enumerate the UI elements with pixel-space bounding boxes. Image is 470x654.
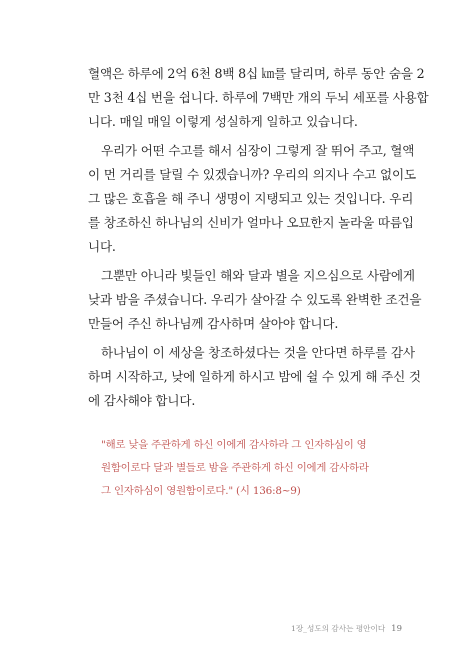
text-line: 혈액은 하루에 2억 6천 8백 8십 ㎞를 달리며, 하루 동안 숨을 2 <box>88 66 425 81</box>
text-line: 그뿐만 아니라 빛들인 해와 달과 별을 지으심으로 사람에게 <box>101 268 415 283</box>
text-line: 우리가 어떤 수고를 해서 심장이 그렇게 잘 뛰어 주고, 혈액 <box>101 143 415 158</box>
text-line: 를 창조하신 하나님의 신비가 얼마나 오묘한지 놀라울 따름입 <box>88 215 414 230</box>
quote-line: "해로 낮을 주관하게 하신 이에게 감사하라 그 인자하심이 영 <box>101 439 367 451</box>
text-line: 이 먼 거리를 달릴 수 있겠습니까? 우리의 의지나 수고 없이도 <box>88 167 416 182</box>
text-line: 그 많은 호흡을 해 주니 생명이 지탱되고 있는 것입니다. 우리 <box>88 191 414 206</box>
text-line: 니다. 매일 매일 이렇게 성실하게 일하고 있습니다. <box>88 114 358 129</box>
page-number: 19 <box>391 624 402 634</box>
paragraph <box>88 264 422 336</box>
scripture-quote <box>101 434 391 503</box>
text-line: 니다. <box>88 239 116 254</box>
text-line: 낮과 밤을 주셨습니다. 우리가 살아갈 수 있도록 완벽한 조건을 <box>88 292 422 307</box>
text-line: 하나님이 이 세상을 창조하셨다는 것을 안다면 하루를 감사 <box>101 345 415 360</box>
body-text <box>88 62 429 418</box>
text-line: 에 감사해야 합니다. <box>88 393 196 408</box>
paragraph <box>88 341 421 413</box>
page-footer <box>291 623 402 634</box>
chapter-title: 1장_성도의 감사는 평안이다 <box>291 624 386 633</box>
paragraph <box>88 139 416 259</box>
quote-line: 그 인자하심이 영원함이로다." (시 136:8~9) <box>101 485 301 497</box>
paragraph <box>88 62 429 134</box>
text-line: 만들어 주신 하나님께 감사하며 살아야 합니다. <box>88 316 339 331</box>
quote-line: 원함이로다 달과 별들로 밤을 주관하게 하신 이에게 감사하라 <box>101 462 369 474</box>
text-line: 만 3천 4십 번을 쉽니다. 하루에 7백만 개의 두뇌 세포를 사용합 <box>88 90 429 105</box>
text-line: 하며 시작하고, 낮에 일하게 하시고 밤에 쉴 수 있게 해 주신 것 <box>88 369 421 384</box>
